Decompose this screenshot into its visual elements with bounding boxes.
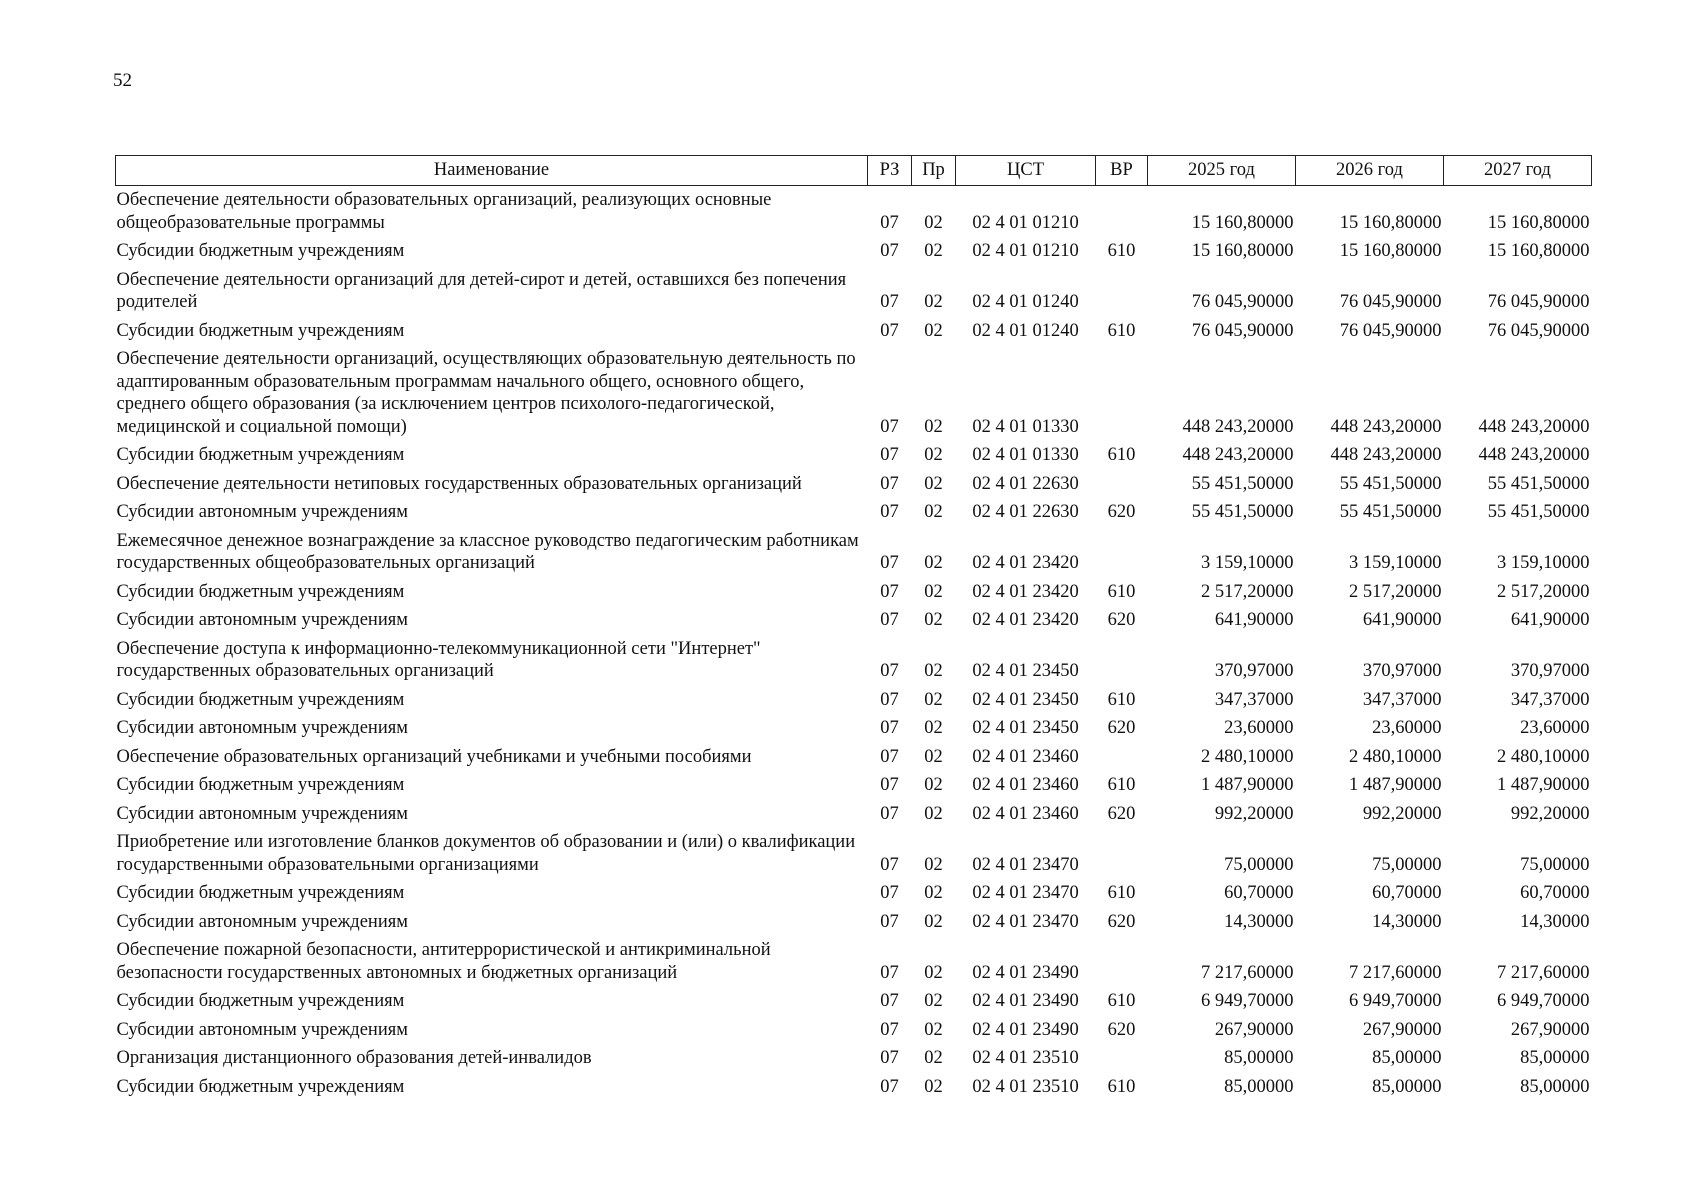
cell-pr: 02 (924, 911, 943, 932)
cell-cst: 02 4 01 01330 (972, 445, 1079, 465)
cell-2027: 55 451,50000 (1487, 502, 1590, 522)
cell-pr: 02 (924, 854, 943, 875)
cell-2026: 55 451,50000 (1339, 502, 1442, 522)
cell-vr (1096, 186, 1148, 238)
cell-pr: 02 (924, 661, 943, 681)
cell-name: Субсидии бюджетным учреждениям (116, 445, 405, 465)
cell-pr: 02 (924, 445, 943, 465)
cell-pr: 02 (924, 473, 943, 494)
cell-vr (1096, 1044, 1148, 1073)
table-header (116, 156, 1592, 186)
table-row (116, 237, 1592, 266)
table-row (116, 686, 1592, 715)
cell-pr: 02 (924, 1048, 943, 1068)
cell-name: Обеспечение деятельности образовательных организаций, реализующих основные общеобразовательные программы (116, 190, 772, 233)
cell-2025: 15 160,80000 (1191, 212, 1294, 233)
cell-2025: 6 949,70000 (1201, 991, 1294, 1011)
cell-2026: 448 243,20000 (1330, 416, 1442, 437)
cell-cst: 02 4 01 01210 (972, 212, 1079, 233)
cell-vr (1096, 936, 1148, 987)
cell-rz: 07 (880, 718, 899, 738)
cell-2027: 448 243,20000 (1478, 445, 1590, 465)
cell-2026: 1 487,90000 (1349, 775, 1442, 795)
cell-2027: 55 451,50000 (1487, 473, 1590, 494)
cell-vr: 620 (1107, 610, 1136, 630)
cell-pr: 02 (924, 718, 943, 738)
cell-cst: 02 4 01 23420 (972, 581, 1079, 602)
cell-2027: 76 045,90000 (1487, 292, 1590, 312)
cell-pr: 02 (924, 581, 943, 602)
cell-cst: 02 4 01 23470 (972, 854, 1079, 875)
cell-cst: 02 4 01 23470 (972, 911, 1079, 932)
cell-2025: 23,60000 (1224, 718, 1294, 738)
cell-rz: 07 (880, 1019, 899, 1040)
table-row (116, 800, 1592, 829)
cell-2027: 14,30000 (1520, 911, 1590, 932)
table-row (116, 441, 1592, 470)
cell-rz: 07 (880, 883, 899, 903)
cell-2026: 370,97000 (1362, 661, 1442, 681)
table-row (116, 266, 1592, 317)
table-row (116, 879, 1592, 908)
cell-rz: 07 (880, 445, 899, 465)
cell-vr: 610 (1107, 445, 1136, 465)
cell-2026: 3 159,10000 (1349, 553, 1442, 573)
table-row (116, 908, 1592, 937)
cell-2027: 6 949,70000 (1497, 991, 1590, 1011)
cell-pr: 02 (924, 212, 943, 233)
cell-name: Организация дистанционного образования детей-инвалидов (116, 1048, 592, 1068)
cell-cst: 02 4 01 23490 (972, 1019, 1079, 1040)
cell-rz: 07 (880, 320, 899, 341)
cell-2026: 6 949,70000 (1349, 991, 1442, 1011)
cell-rz: 07 (880, 241, 899, 261)
cell-vr: 620 (1107, 502, 1136, 522)
cell-cst: 02 4 01 01210 (972, 241, 1079, 261)
cell-vr: 610 (1107, 241, 1136, 261)
cell-name: Обеспечение пожарной безопасности, антитеррористической и антикриминальной безопасности государственных автономных и бюджетных организаций (116, 940, 771, 983)
cell-2026: 76 045,90000 (1339, 292, 1442, 312)
cell-2027: 15 160,80000 (1487, 241, 1590, 261)
cell-rz: 07 (880, 473, 899, 494)
cell-rz: 07 (880, 991, 899, 1011)
cell-rz: 07 (880, 581, 899, 602)
cell-vr: 620 (1107, 718, 1136, 738)
cell-name: Субсидии бюджетным учреждениям (116, 241, 405, 261)
cell-vr: 620 (1107, 1019, 1136, 1040)
header-2025: 2025 год (1148, 156, 1296, 186)
cell-2027: 370,97000 (1510, 661, 1590, 681)
table-row (116, 527, 1592, 578)
cell-name: Субсидии бюджетным учреждениям (116, 1076, 405, 1097)
cell-cst: 02 4 01 23460 (972, 746, 1079, 767)
table-row (116, 987, 1592, 1016)
cell-vr: 610 (1107, 689, 1136, 710)
cell-cst: 02 4 01 23460 (972, 803, 1079, 824)
cell-cst: 02 4 01 23420 (972, 610, 1079, 630)
cell-vr (1096, 345, 1148, 441)
cell-vr (1096, 743, 1148, 772)
cell-pr: 02 (924, 292, 943, 312)
cell-pr: 02 (924, 416, 943, 437)
cell-2027: 1 487,90000 (1497, 775, 1590, 795)
cell-2027: 85,00000 (1520, 1076, 1590, 1097)
cell-rz: 07 (880, 689, 899, 710)
cell-name: Обеспечение доступа к информационно-телекоммуникационной сети "Интернет" государственных образовательных организаций (116, 638, 761, 681)
cell-2026: 85,00000 (1372, 1048, 1442, 1068)
cell-2027: 60,70000 (1520, 883, 1590, 903)
budget-table (115, 155, 1592, 1101)
table-row (116, 1016, 1592, 1045)
cell-rz: 07 (880, 661, 899, 681)
cell-2027: 641,90000 (1510, 610, 1590, 630)
cell-cst: 02 4 01 22630 (972, 502, 1079, 522)
table-row (116, 1073, 1592, 1102)
cell-name: Обеспечение деятельности организаций для детей-сирот и детей, оставшихся без попечения родителей (116, 269, 847, 312)
cell-pr: 02 (924, 320, 943, 341)
cell-pr: 02 (924, 610, 943, 630)
cell-name: Субсидии автономным учреждениям (116, 718, 408, 738)
cell-rz: 07 (880, 911, 899, 932)
cell-rz: 07 (880, 292, 899, 312)
table-row (116, 578, 1592, 607)
cell-pr: 02 (924, 775, 943, 795)
cell-2025: 267,90000 (1214, 1019, 1294, 1040)
cell-2025: 76 045,90000 (1191, 292, 1294, 312)
cell-rz: 07 (880, 746, 899, 767)
cell-name: Субсидии бюджетным учреждениям (116, 991, 405, 1011)
header-2026: 2026 год (1296, 156, 1444, 186)
cell-cst: 02 4 01 23450 (972, 689, 1079, 710)
cell-2026: 55 451,50000 (1339, 473, 1442, 494)
cell-vr: 610 (1107, 883, 1136, 903)
header-cst: ЦСТ (956, 156, 1096, 186)
cell-name: Субсидии бюджетным учреждениям (116, 581, 405, 602)
cell-2027: 2 480,10000 (1497, 746, 1590, 767)
cell-2026: 75,00000 (1372, 854, 1442, 875)
cell-2026: 267,90000 (1362, 1019, 1442, 1040)
cell-2026: 7 217,60000 (1349, 962, 1442, 983)
cell-2025: 2 517,20000 (1201, 581, 1294, 602)
cell-cst: 02 4 01 23490 (972, 962, 1079, 983)
cell-2026: 76 045,90000 (1339, 320, 1442, 341)
cell-2026: 15 160,80000 (1339, 212, 1442, 233)
cell-vr (1096, 635, 1148, 686)
cell-cst: 02 4 01 23420 (972, 553, 1079, 573)
cell-pr: 02 (924, 803, 943, 824)
cell-2025: 85,00000 (1224, 1048, 1294, 1068)
cell-vr: 620 (1107, 803, 1136, 824)
cell-name: Субсидии автономным учреждениям (116, 803, 408, 824)
cell-cst: 02 4 01 01240 (972, 292, 1079, 312)
cell-rz: 07 (880, 1076, 899, 1097)
cell-rz: 07 (880, 775, 899, 795)
cell-cst: 02 4 01 23510 (972, 1048, 1079, 1068)
cell-rz: 07 (880, 854, 899, 875)
cell-name: Субсидии бюджетным учреждениям (116, 320, 405, 341)
table-row (116, 606, 1592, 635)
cell-pr: 02 (924, 689, 943, 710)
cell-pr: 02 (924, 883, 943, 903)
cell-2025: 7 217,60000 (1201, 962, 1294, 983)
cell-2027: 75,00000 (1520, 854, 1590, 875)
cell-name: Ежемесячное денежное вознаграждение за классное руководство педагогическим работникам государственных общеобразовательных организаций (116, 530, 859, 573)
page-number: 52 (113, 70, 132, 91)
table-row (116, 714, 1592, 743)
cell-cst: 02 4 01 01330 (972, 416, 1079, 437)
cell-cst: 02 4 01 23510 (972, 1076, 1079, 1097)
cell-2025: 347,37000 (1214, 689, 1294, 710)
cell-pr: 02 (924, 502, 943, 522)
cell-vr: 610 (1107, 1076, 1136, 1097)
cell-2027: 23,60000 (1520, 718, 1590, 738)
cell-2027: 15 160,80000 (1487, 212, 1590, 233)
table-row (116, 1044, 1592, 1073)
cell-2027: 76 045,90000 (1487, 320, 1590, 341)
cell-2025: 76 045,90000 (1191, 320, 1294, 341)
cell-2027: 992,20000 (1510, 803, 1590, 824)
cell-2027: 7 217,60000 (1497, 962, 1590, 983)
cell-rz: 07 (880, 962, 899, 983)
cell-name: Обеспечение деятельности нетиповых государственных образовательных организаций (116, 473, 802, 494)
cell-pr: 02 (924, 1019, 943, 1040)
cell-pr: 02 (924, 746, 943, 767)
cell-2026: 15 160,80000 (1339, 241, 1442, 261)
header-name: Наименование (116, 156, 868, 186)
table-body (116, 186, 1592, 1102)
cell-rz: 07 (880, 416, 899, 437)
table-row (116, 345, 1592, 441)
cell-2025: 641,90000 (1214, 610, 1294, 630)
cell-vr (1096, 470, 1148, 499)
header-rz: РЗ (868, 156, 912, 186)
cell-2025: 448 243,20000 (1182, 445, 1294, 465)
table-row (116, 743, 1592, 772)
cell-2027: 2 517,20000 (1497, 581, 1590, 602)
cell-2026: 2 517,20000 (1349, 581, 1442, 602)
cell-pr: 02 (924, 241, 943, 261)
cell-cst: 02 4 01 23460 (972, 775, 1079, 795)
table-row (116, 186, 1592, 238)
cell-2025: 55 451,50000 (1191, 502, 1294, 522)
header-pr: Пр (912, 156, 956, 186)
header-vr: ВР (1096, 156, 1148, 186)
cell-2026: 2 480,10000 (1349, 746, 1442, 767)
cell-2026: 85,00000 (1372, 1076, 1442, 1097)
cell-vr: 620 (1107, 911, 1136, 932)
cell-name: Субсидии бюджетным учреждениям (116, 883, 405, 903)
cell-name: Субсидии автономным учреждениям (116, 502, 408, 522)
cell-2025: 75,00000 (1224, 854, 1294, 875)
table-row (116, 498, 1592, 527)
cell-2027: 347,37000 (1510, 689, 1590, 710)
cell-vr (1096, 828, 1148, 879)
cell-2026: 641,90000 (1362, 610, 1442, 630)
cell-2025: 370,97000 (1214, 661, 1294, 681)
cell-2026: 23,60000 (1372, 718, 1442, 738)
cell-name: Обеспечение деятельности организаций, осуществляющих образовательную деятельность по адаптированным образовательным программам начального общего, основного общего, среднего общего образования (за исключением центров психолого-педагогической, медицинской и социальной помощи) (116, 349, 856, 437)
cell-2025: 15 160,80000 (1191, 241, 1294, 261)
cell-2026: 448 243,20000 (1330, 445, 1442, 465)
cell-rz: 07 (880, 553, 899, 573)
cell-vr (1096, 527, 1148, 578)
cell-vr: 610 (1107, 581, 1136, 602)
table-header-row (116, 156, 1592, 186)
cell-pr: 02 (924, 553, 943, 573)
cell-rz: 07 (880, 212, 899, 233)
cell-cst: 02 4 01 01240 (972, 320, 1079, 341)
cell-name: Субсидии бюджетным учреждениям (116, 689, 405, 710)
cell-2025: 2 480,10000 (1201, 746, 1294, 767)
cell-name: Субсидии автономным учреждениям (116, 1019, 408, 1040)
cell-2027: 85,00000 (1520, 1048, 1590, 1068)
cell-2025: 55 451,50000 (1191, 473, 1294, 494)
cell-vr: 610 (1107, 775, 1136, 795)
cell-rz: 07 (880, 803, 899, 824)
table-row (116, 470, 1592, 499)
cell-2025: 60,70000 (1224, 883, 1294, 903)
cell-cst: 02 4 01 22630 (972, 473, 1079, 494)
cell-name: Обеспечение образовательных организаций учебниками и учебными пособиями (116, 746, 752, 767)
cell-cst: 02 4 01 23450 (972, 661, 1079, 681)
cell-2026: 14,30000 (1372, 911, 1442, 932)
cell-pr: 02 (924, 991, 943, 1011)
cell-2026: 992,20000 (1362, 803, 1442, 824)
cell-rz: 07 (880, 1048, 899, 1068)
table-row (116, 635, 1592, 686)
cell-pr: 02 (924, 1076, 943, 1097)
cell-2026: 60,70000 (1372, 883, 1442, 903)
table-row (116, 936, 1592, 987)
cell-vr: 610 (1107, 991, 1136, 1011)
cell-vr: 610 (1107, 320, 1136, 341)
cell-2025: 992,20000 (1214, 803, 1294, 824)
cell-cst: 02 4 01 23450 (972, 718, 1079, 738)
cell-rz: 07 (880, 502, 899, 522)
cell-rz: 07 (880, 610, 899, 630)
cell-2025: 448 243,20000 (1182, 416, 1294, 437)
cell-name: Субсидии автономным учреждениям (116, 911, 408, 932)
cell-2025: 85,00000 (1224, 1076, 1294, 1097)
cell-2027: 448 243,20000 (1478, 416, 1590, 437)
cell-cst: 02 4 01 23470 (972, 883, 1079, 903)
cell-name: Субсидии автономным учреждениям (116, 610, 408, 630)
cell-2025: 3 159,10000 (1201, 553, 1294, 573)
cell-2025: 14,30000 (1224, 911, 1294, 932)
table-row (116, 317, 1592, 346)
cell-2027: 267,90000 (1510, 1019, 1590, 1040)
cell-pr: 02 (924, 962, 943, 983)
cell-vr (1096, 266, 1148, 317)
table-row (116, 771, 1592, 800)
header-2027: 2027 год (1444, 156, 1592, 186)
cell-name: Субсидии бюджетным учреждениям (116, 775, 405, 795)
cell-name: Приобретение или изготовление бланков документов об образовании и (или) о квалификации государственными образовательными организациями (116, 832, 856, 875)
cell-cst: 02 4 01 23490 (972, 991, 1079, 1011)
table-row (116, 828, 1592, 879)
cell-2025: 1 487,90000 (1201, 775, 1294, 795)
cell-2026: 347,37000 (1362, 689, 1442, 710)
cell-2027: 3 159,10000 (1497, 553, 1590, 573)
